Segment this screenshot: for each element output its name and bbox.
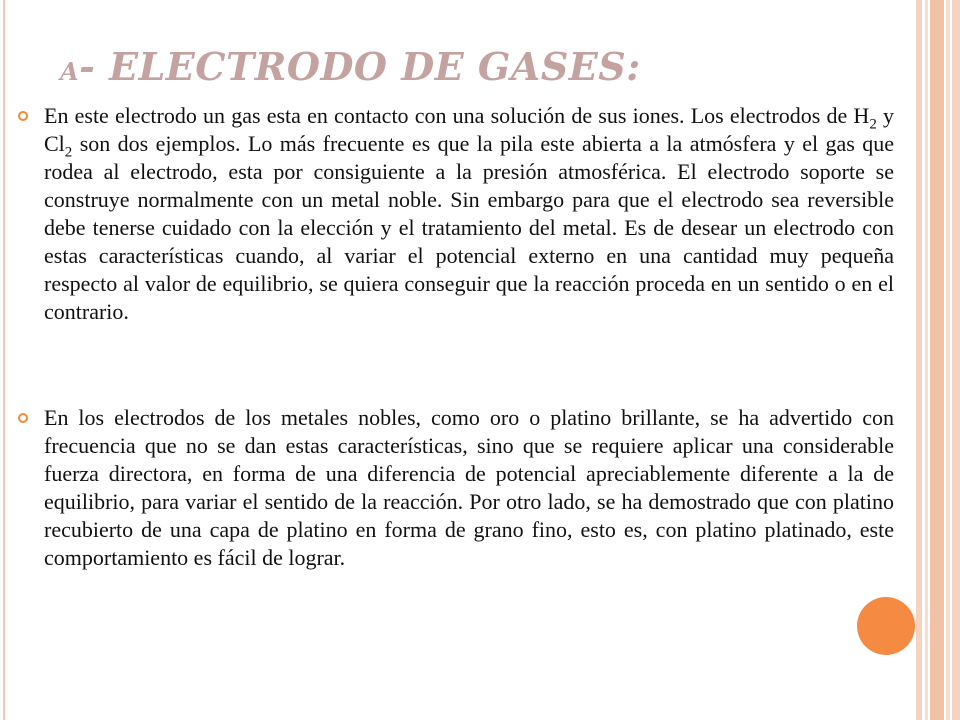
stripe [930,0,944,720]
title-text: - ELECTRODO DE GASES: [79,44,641,89]
stripe [946,0,950,720]
paragraph-gas-electrode [44,102,894,326]
paragraph-noble-metals: En los electrodos de los metales nobles, como oro o platino brillante, se ha advertido con frecuencia que no se dan estas características, sino que se requiere aplicar una considerable fuerza directora, en forma de una diferencia de potencial apreciablemente diferente a la de equilibrio, para variar el sentido de la reacción. Por otro lado, se ha demostrado que con platino recubierto de una capa de platino en forma de grano fino, esto es, con platino platinado, este comportamiento es fácil de lograr. [44,405,894,570]
paragraph-text: son dos ejemplos. Lo más frecuente es que la pila este abierta a la atmósfera y el gas que rodea al electrodo, esta por consiguiente a la presión atmosférica. El electrodo soporte se construye normalmente con un metal noble. Sin embargo para que el electrodo sea reversible debe tenerse cuidado con la elección y el tratamiento del metal. Es de desear un electrodo con estas características cuando, al variar el potencial externo en una cantidad muy pequeña respecto al valor de equilibrio, se quiera conseguir que la reacción proceda en un sentido o en el contrario. [44,131,894,324]
stripe [925,0,928,720]
right-decorative-stripes [916,0,960,720]
subscript: 2 [869,116,877,133]
bullet-circle-icon [18,413,28,423]
left-border-line [3,0,5,720]
title-prefix: A [60,57,80,86]
stripe [916,0,922,720]
orange-circle-decoration [857,597,915,655]
paragraph-text: y Cl [44,103,895,156]
slide-title [60,44,860,89]
bullet-circle-icon [18,111,28,121]
paragraph-text: En este electrodo un gas esta en contacto con una solución de sus iones. Los electrodos de H [44,103,870,128]
subscript: 2 [64,144,73,161]
stripe [952,0,960,720]
